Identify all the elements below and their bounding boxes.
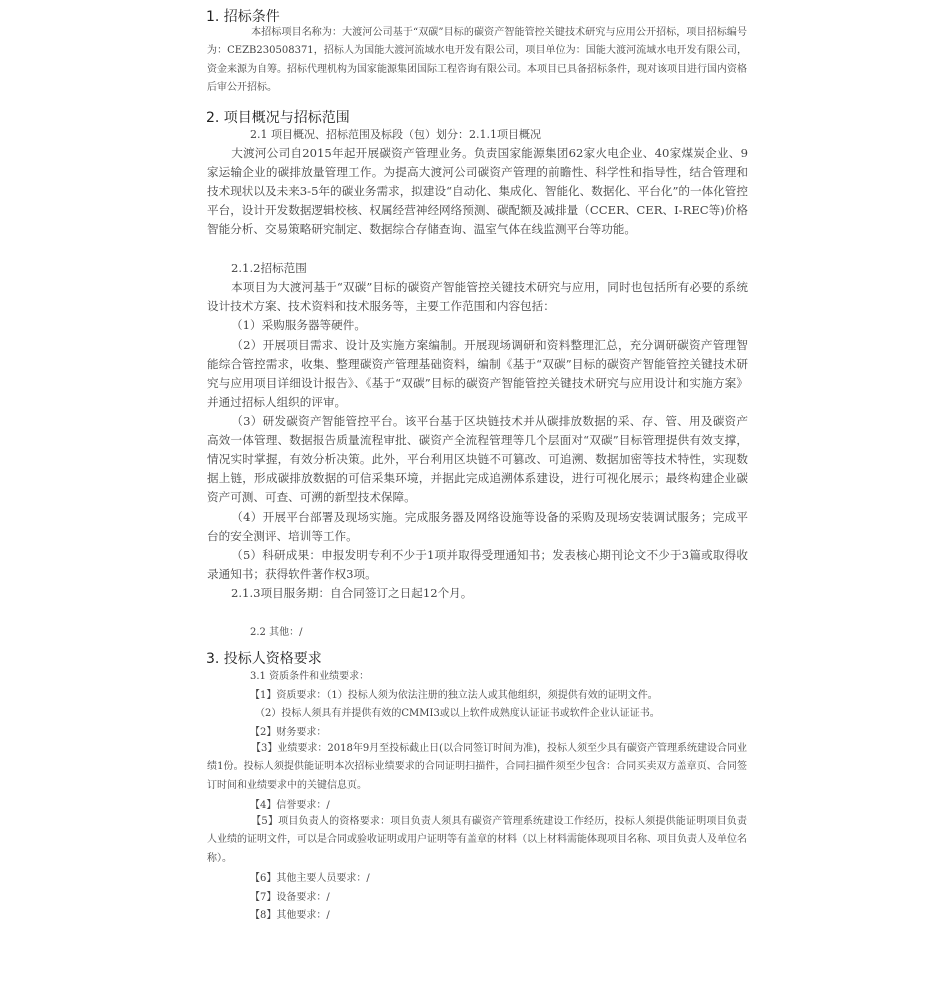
scope-item-3 xyxy=(207,412,748,507)
scope-item-2 xyxy=(207,336,748,412)
subheading-2-1-1: 2.1 项目概况、招标范围及标段（包）划分：2.1.1项目概况 xyxy=(250,128,541,141)
scope-item-3-text: （3）研发碳资产智能管控平台。该平台基于区块链技术并从碳排放数据的采、存、管、用及碳资产高效一体管理、数据报告质量流程审批、碳资产全流程管理等几个层面对“双碳”目标管理提供有效支撑，情况实时掌握，有效分析决策。此外，平台利用区块链不可篡改、可追溯、数据加密等技术特性，实现数据上链，形成碳排放数据的可信采集环境，并据此完成追溯体系建设，进行可视化展示；最终构建企业碳资产可测、可查、可溯的新型技术保障。 xyxy=(207,414,748,505)
project-overview-paragraph xyxy=(207,144,748,239)
section-2-heading: 2. 项目概况与招标范围 xyxy=(206,110,350,126)
requirement-3 xyxy=(207,740,747,795)
requirement-5-text: 【5】项目负责人的资格要求：项目负责人须具有碳资产管理系统建设工作经历，投标人须提供能证明项目负责人业绩的证明文件，可以是合同或验收证明或用户证明等有盖章的材料（以上材料需能体现项目名称、项目负责人及单位名称）。 xyxy=(207,816,747,864)
scope-item-1: （1）采购服务器等硬件。 xyxy=(231,318,366,332)
scope-item-2-text: （2）开展项目需求、设计及实施方案编制。开展现场调研和资料整理汇总，充分调研碳资产管理智能综合管控需求，收集、整理碳资产管理基础资料，编制《基于“双碳”目标的碳资产智能管控关键技术研究与应用项目详细设计报告》、《基于“双碳”目标的碳资产智能管控关键技术研究与应用设计和实施方案》并通过招标人组织的评审。 xyxy=(207,338,748,410)
requirement-8: 【8】其他要求：/ xyxy=(250,910,330,921)
project-overview-text: 大渡河公司自2015年起开展碳资产管理业务。负责国家能源集团62家火电企业、40家煤炭企业、9家运输企业的碳排放量管理工作。为提高大渡河公司碳资产管理的前瞻性、科学性和指导性，结合管理和技术现状以及未来3-5年的碳业务需求，拟建设“自动化、集成化、智能化、数据化、平台化”的一体化管控平台，设计开发数据逻辑校核、权属经营神经网络预测、碳配额及减排量（CCER、CER、I-REC等)价格智能分析、交易策略研究制定、数据综合存储查询、温室气体在线监测平台等功能。 xyxy=(207,146,748,237)
section-1-body xyxy=(207,24,747,97)
scope-intro-paragraph xyxy=(207,278,748,316)
subheading-2-1-3: 2.1.3项目服务期：自合同签订之日起12个月。 xyxy=(231,586,473,600)
scope-item-4 xyxy=(207,508,748,546)
requirement-7: 【7】设备要求：/ xyxy=(250,892,330,903)
requirement-3-text: 【3】业绩要求：2018年9月至投标截止日(以合同签订时间为准)，投标人须至少具有碳资产管理系统建设合同业绩1份。投标人须提供能证明本次招标业绩要求的合同证明扫描件，合同扫描件须至少包含：合同买卖双方盖章页、合同签订时间和业绩要求中的关键信息页。 xyxy=(207,743,747,791)
subheading-2-1-2: 2.1.2招标范围 xyxy=(231,261,307,275)
requirement-1: 【1】资质要求：（1）投标人须为依法注册的独立法人或其他组织，须提供有效的证明文件。 xyxy=(250,690,658,701)
scope-item-4-text: （4）开展平台部署及现场实施。完成服务器及网络设施等设备的采购及现场安装调试服务；完成平台的安全测评、培训等工作。 xyxy=(207,510,748,544)
requirement-5 xyxy=(207,813,747,868)
requirement-1b: （2）投标人须具有并提供有效的CMMI3或以上软件成熟度认证证书或软件企业认证证书。 xyxy=(255,708,660,719)
requirement-6: 【6】其他主要人员要求：/ xyxy=(250,873,370,884)
requirement-4: 【4】信誉要求：/ xyxy=(250,800,330,811)
requirement-2: 【2】财务要求： xyxy=(250,727,327,738)
scope-intro-text: 本项目为大渡河基于“双碳”目标的碳资产智能管控关键技术研究与应用，同时也包括所有必要的系统设计技术方案、技术资料和技术服务等，主要工作范围和内容包括： xyxy=(207,280,748,314)
subheading-2-2-other: 2.2 其他：/ xyxy=(250,627,303,638)
scope-item-5 xyxy=(207,546,748,584)
scope-item-5-text: （5）科研成果：申报发明专利不少于1项并取得受理通知书；发表核心期刊论文不少于3篇或取得收录通知书；获得软件著作权3项。 xyxy=(207,548,748,582)
section-1-body-text: 本招标项目名称为：大渡河公司基于“双碳”目标的碳资产智能管控关键技术研究与应用公开招标，项目招标编号为：CEZB230508371，招标人为国能大渡河流域水电开发有限公司，项目单位为：国能大渡河流域水电开发有限公司，资金来源为自筹。招标代理机构为国家能源集团国际工程咨询有限公司。本项目已具备招标条件，现对该项目进行国内资格后审公开招标。 xyxy=(207,27,747,93)
qualification-intro: 3.1 资质条件和业绩要求： xyxy=(250,671,370,682)
section-1-heading: 1. 招标条件 xyxy=(206,9,280,25)
section-3-heading: 3. 投标人资格要求 xyxy=(206,651,322,667)
